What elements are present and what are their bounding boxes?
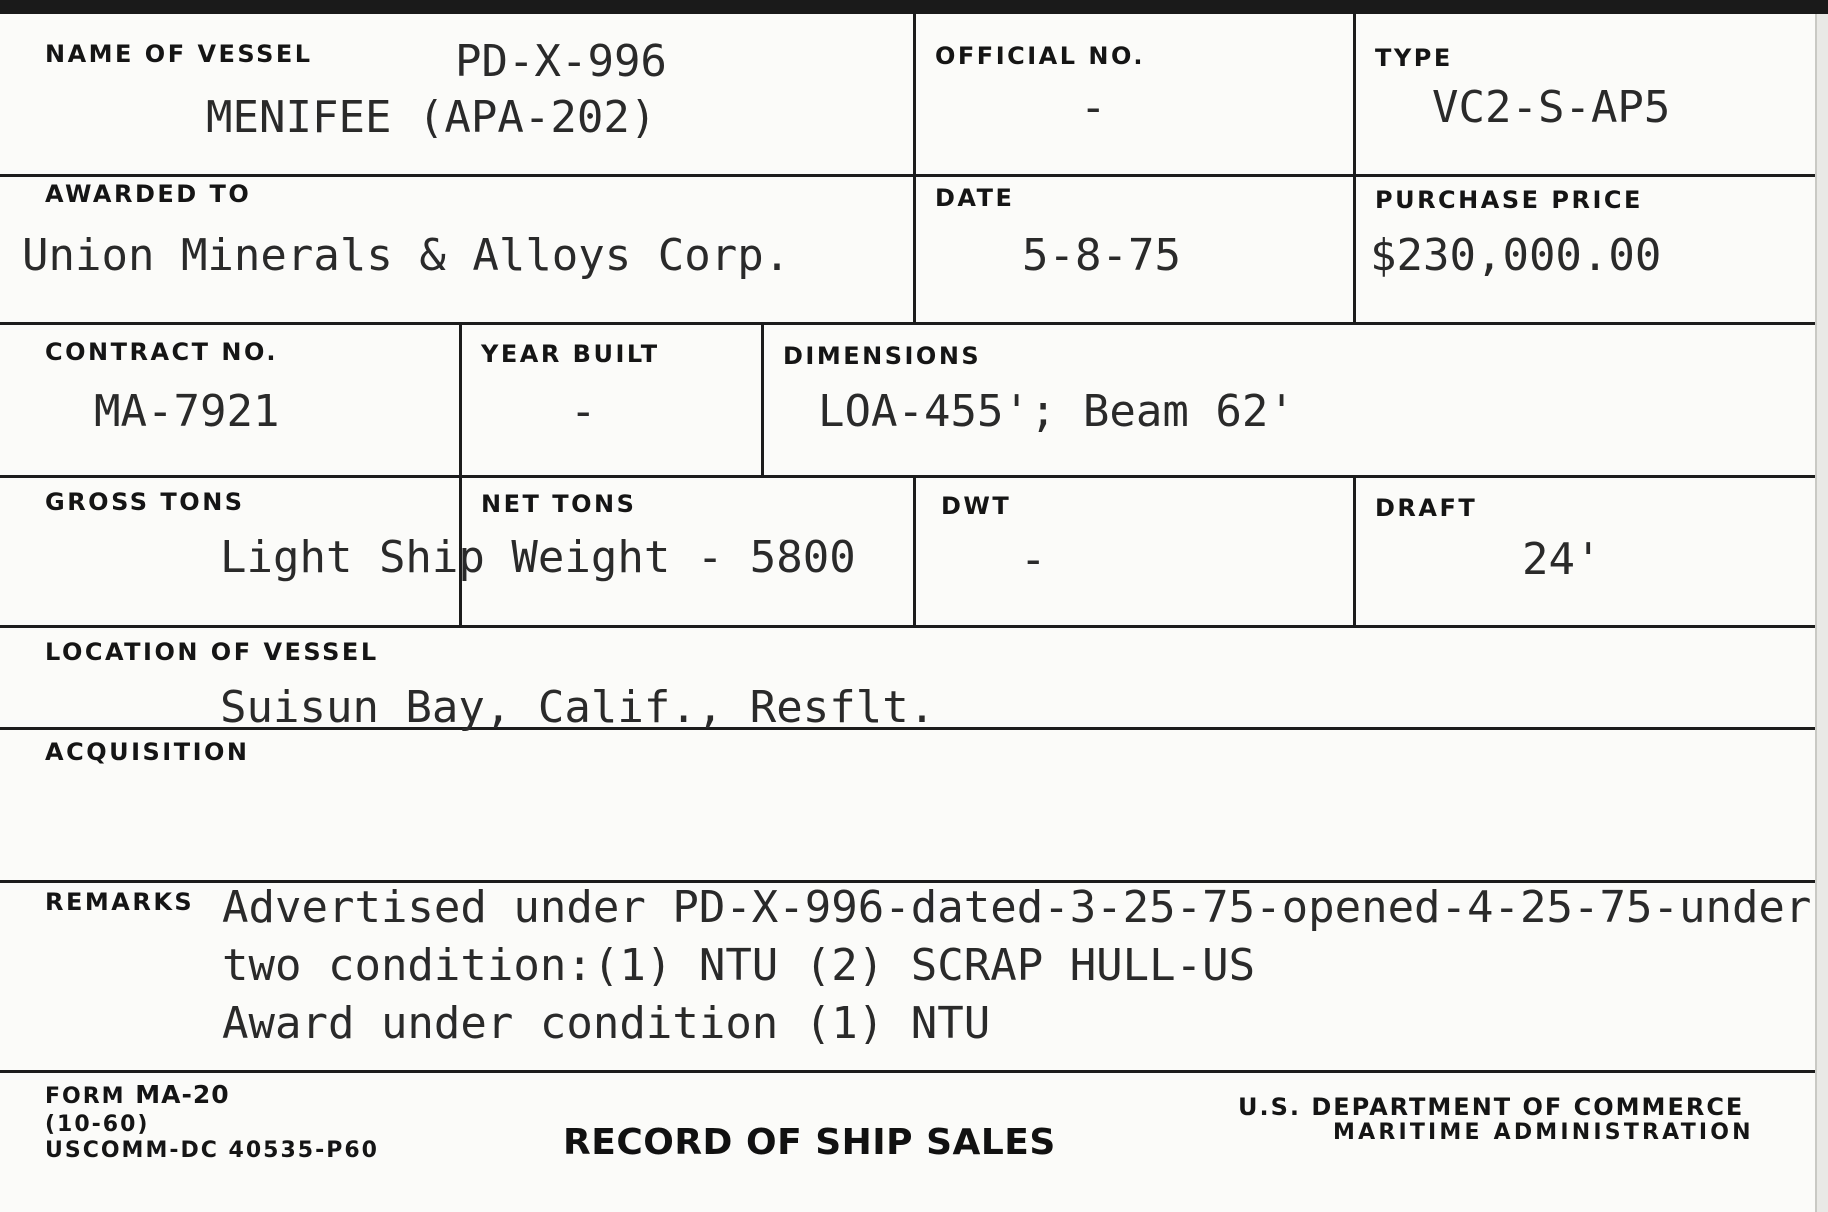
divider-row-2 — [0, 322, 1815, 325]
vessel-name: MENIFEE (APA-202) — [206, 92, 657, 143]
label-dimensions: DIMENSIONS — [783, 342, 982, 370]
contract-no-value: MA-7921 — [94, 386, 280, 437]
label-location-of-vessel: LOCATION OF VESSEL — [45, 638, 379, 666]
remarks-line-1: Advertised under PD-X-996-dated-3-25-75-opened-4-25-75-under — [222, 882, 1812, 933]
form-number — [45, 1082, 230, 1110]
label-remarks: REMARKS — [45, 888, 195, 916]
label-official-no: OFFICIAL NO. — [935, 42, 1145, 70]
year-built-value: - — [570, 386, 597, 437]
location-value: Suisun Bay, Calif., Resflt. — [220, 682, 936, 733]
dimensions-value: LOA-455'; Beam 62' — [818, 386, 1295, 437]
administration-name: MARITIME ADMINISTRATION — [1333, 1120, 1754, 1145]
divider-row-1 — [0, 174, 1815, 177]
label-awarded-to: AWARDED TO — [45, 180, 252, 208]
label-contract-no: CONTRACT NO. — [45, 338, 278, 366]
label-draft: DRAFT — [1375, 494, 1478, 522]
divider-col-e — [913, 475, 916, 625]
label-acquisition: ACQUISITION — [45, 738, 250, 766]
form-prefix: FORM — [45, 1084, 136, 1109]
light-ship-weight-value: Light Ship Weight - 5800 — [220, 532, 856, 583]
label-purchase-price: PURCHASE PRICE — [1375, 186, 1643, 214]
divider-col-d — [761, 322, 764, 475]
label-type: TYPE — [1375, 44, 1453, 72]
dwt-value: - — [1020, 534, 1047, 585]
draft-value: 24' — [1522, 534, 1602, 585]
purchase-price-value: $230,000.00 — [1370, 230, 1662, 281]
card-edge — [1815, 14, 1828, 1212]
label-date: DATE — [935, 184, 1015, 212]
divider-col-f — [1353, 475, 1356, 625]
form-date: (10-60) — [45, 1112, 150, 1137]
divider-row-4 — [0, 625, 1815, 628]
label-name-of-vessel: NAME OF VESSEL — [45, 40, 313, 68]
department-name: U.S. DEPARTMENT OF COMMERCE — [1238, 1093, 1745, 1121]
label-year-built: YEAR BUILT — [481, 340, 660, 368]
divider-col-b — [1353, 14, 1356, 322]
remarks-line-2: two condition:(1) NTU (2) SCRAP HULL-US — [222, 940, 1256, 991]
label-net-tons: NET TONS — [481, 490, 637, 518]
print-code: USCOMM-DC 40535-P60 — [45, 1138, 379, 1163]
label-gross-tons: GROSS TONS — [45, 488, 245, 516]
label-dwt: DWT — [941, 492, 1012, 520]
form-code: MA-20 — [135, 1080, 230, 1109]
ship-sales-record-card — [0, 14, 1815, 1212]
official-no-value: - — [1080, 82, 1107, 133]
vessel-designation: PD-X-996 — [455, 36, 667, 87]
awarded-to-value: Union Minerals & Alloys Corp. — [22, 230, 791, 281]
date-value: 5-8-75 — [1022, 230, 1181, 281]
remarks-line-3: Award under condition (1) NTU — [222, 998, 991, 1049]
divider-col-a — [913, 14, 916, 322]
form-title: RECORD OF SHIP SALES — [563, 1122, 1056, 1163]
type-value: VC2-S-AP5 — [1432, 82, 1671, 133]
divider-row-3 — [0, 475, 1815, 478]
divider-row-7 — [0, 1070, 1815, 1073]
